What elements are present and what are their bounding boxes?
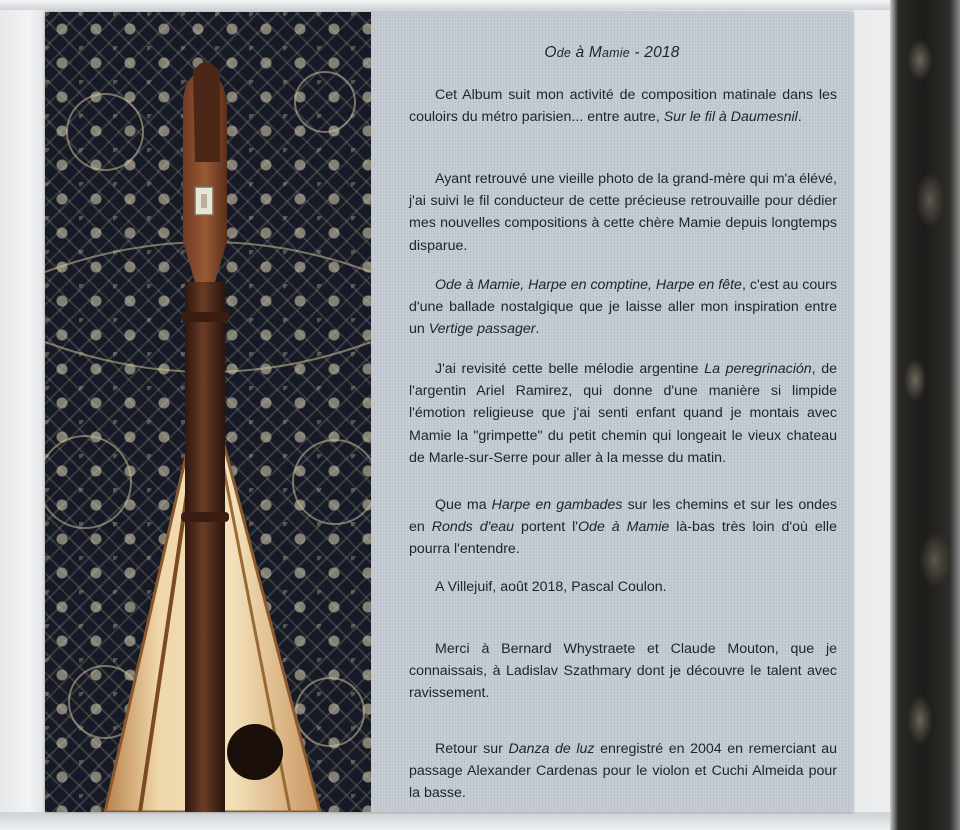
cd-case-bottom-edge: [0, 812, 900, 830]
liner-notes-panel: [371, 12, 853, 812]
paragraph-grandmother-photo: Ayant retrouvé une vieille photo de la grand-mère qui m'a élévé, j'ai suivi le fil conducteur de cette précieuse retrouvaille pour dédier mes nouvelles compositions à cette chère Mamie depuis longtemps disparue.: [409, 171, 837, 254]
paragraph-album-intro: Cet Album suit mon activité de composition matinale dans les couloirs du métro parisien... entre autre, Sur le fil à Daumesnil.: [409, 87, 837, 126]
liner-notes-title: Ode à Mamie - 2018: [544, 44, 680, 61]
cd-case-top-edge: [0, 0, 900, 10]
paragraph-danza-de-luz: Retour sur Danza de luz enregistré en 2004 en remerciant au passage Alexander Cardenas pour le violon et Cuchi Almeida pour la basse.: [409, 741, 837, 802]
paragraph-thanks: Merci à Bernard Whystraete et Claude Mouton, que je connaissais, à Ladislav Szathmary dont je découvre le talent avec ravissement.: [409, 641, 837, 702]
paragraph-harpe-en-gambades: Que ma Harpe en gambades sur les chemins et sur les ondes en Ronds d'eau portent l'Ode à Mamie là-bas très loin d'où elle pourra l'entendre.: [409, 497, 837, 558]
cd-booklet: [45, 12, 853, 812]
cd-case-spine: [890, 0, 960, 830]
paragraph-compositions: Ode à Mamie, Harpe en comptine, Harpe en fête, c'est au cours d'une ballade nostalgique que je laisse aller mon inspiration entre un Vertige passager.: [409, 277, 837, 338]
paragraph-la-peregrinacion: J'ai revisité cette belle mélodie argentine La peregrinación, de l'argentin Ariel Ramirez, qui donne d'une manière si limpide l'émotion religieuse que j'ai senti enfant quand je montais avec Mamie la "grimpette" du petit chemin qui longeait le vieux chateau de Marle-sur-Serre pour aller à la messe du matin.: [409, 361, 838, 466]
harp-illustration: [45, 12, 371, 812]
signature-line: A Villejuif, août 2018, Pascal Coulon.: [435, 579, 667, 595]
harp-photo: [45, 12, 371, 812]
